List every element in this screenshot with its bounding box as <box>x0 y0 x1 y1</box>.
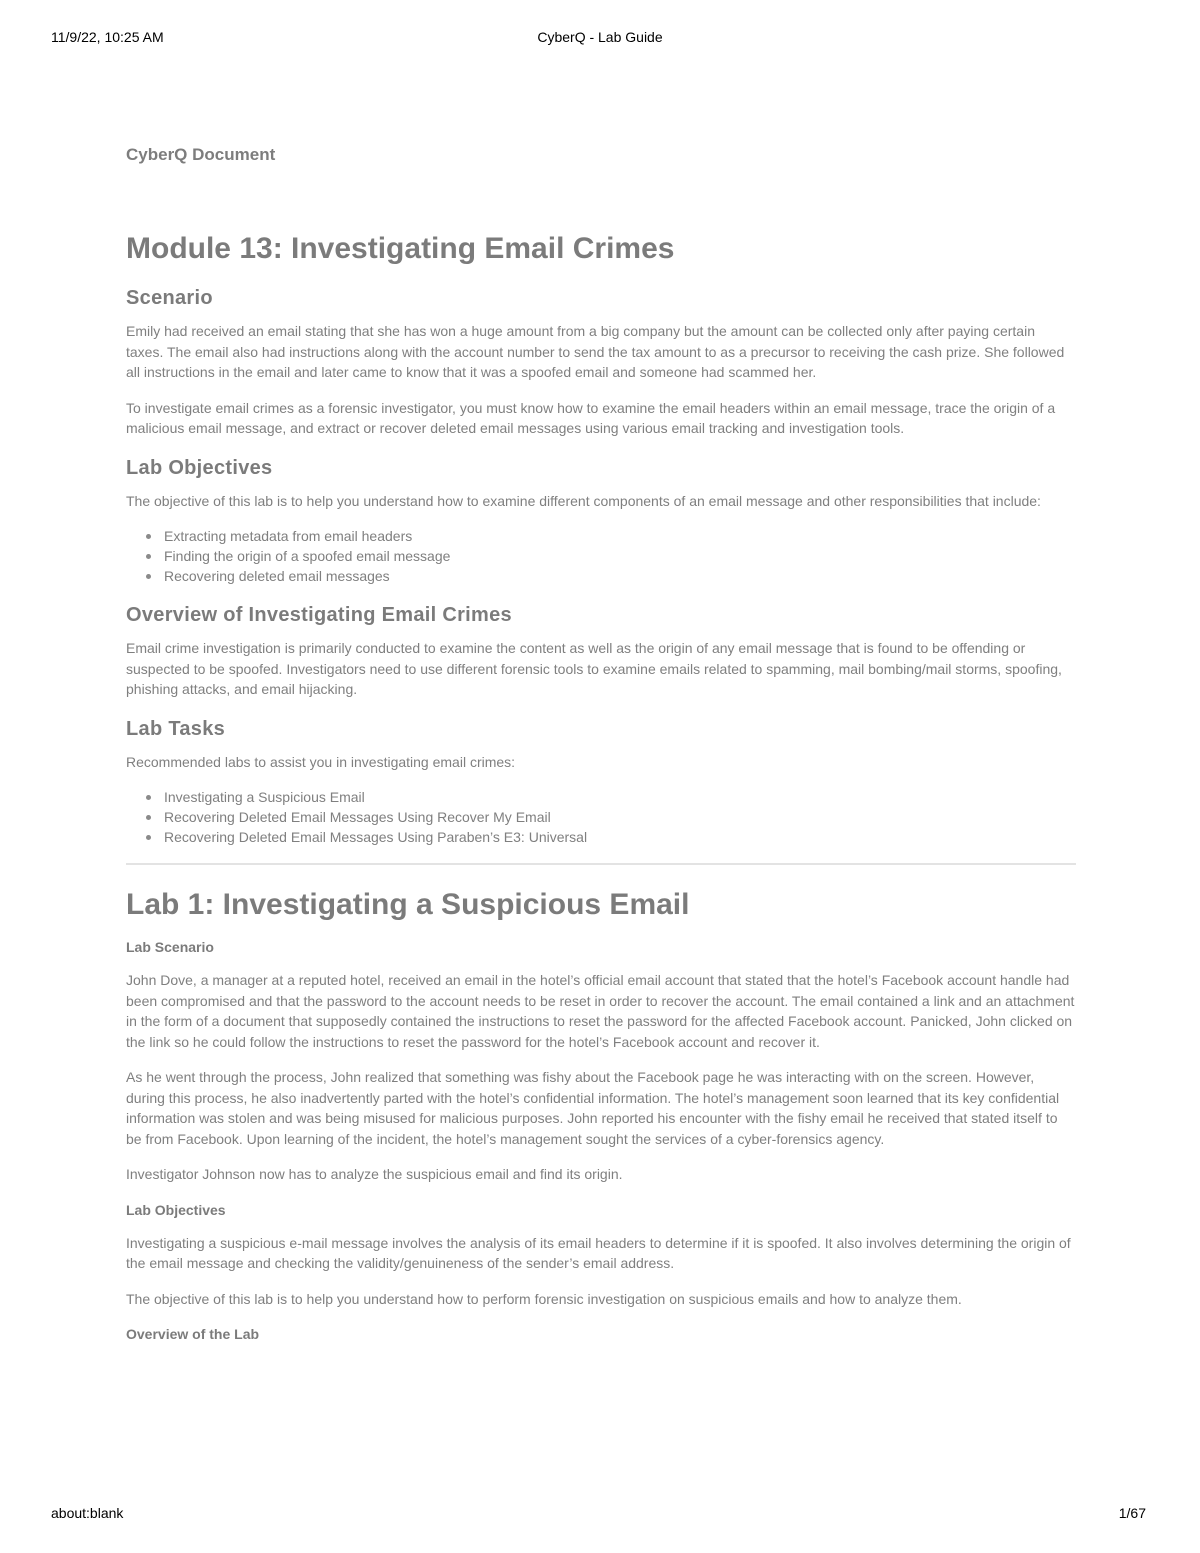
document-body <box>126 140 1076 1357</box>
lab1-scenario-heading: Lab Scenario <box>126 939 214 955</box>
lab-tasks-section <box>126 716 1076 848</box>
print-page-number: 1/67 <box>1118 1505 1146 1521</box>
lab1-scenario-paragraph: As he went through the process, John realized that something was fishy about the Facebook page he was interacting with on the screen. However, during this process, he also inadvertently parted with the hotel’s confidential information. The hotel’s management soon learned that its key confidential information was stolen and was being misused for malicious purposes. John reported his encounter with the fishy email he received that stated itself to be from Facebook. Upon learning of the incident, the hotel’s management sought the services of a cyber-forensics agency. <box>126 1069 1060 1147</box>
list-item: Recovering deleted email messages <box>164 566 1076 586</box>
list-item: Extracting metadata from email headers <box>164 526 1076 546</box>
print-header <box>0 29 1200 47</box>
lab-objectives-heading: Lab Objectives <box>126 456 273 479</box>
lab1-objectives-heading: Lab Objectives <box>126 1201 226 1218</box>
lab1-title: Lab 1: Investigating a Suspicious Email <box>126 888 690 921</box>
list-item: Finding the origin of a spoofed email message <box>164 546 1076 566</box>
lab-tasks-intro: Recommended labs to assist you in investigating email crimes: <box>126 753 516 770</box>
lab-tasks-heading: Lab Tasks <box>126 717 226 740</box>
lab1-objectives-paragraph: The objective of this lab is to help you understand how to perform forensic investigation on suspicious emails and how to analyze them. <box>126 1290 962 1307</box>
scenario-section <box>126 285 1076 439</box>
lab1-section <box>126 885 1076 1344</box>
overview-section <box>126 602 1076 700</box>
overview-paragraph: Email crime investigation is primarily conducted to examine the content as well as the origin of any email message that is found to be offending or suspected to be spoofed. Investigators need to use different forensic tools to examine emails related to spamming, mail bombing/mail storms, spoofing, phishing attacks, and email hijacking. <box>126 640 1062 697</box>
print-url: about:blank <box>51 1505 124 1521</box>
scenario-heading: Scenario <box>126 287 213 309</box>
section-divider <box>126 863 1076 865</box>
scenario-paragraph: To investigate email crimes as a forensic investigator, you must know how to examine the email headers within an email message, trace the origin of a malicious email message, and extract or recover deleted email messages using various email tracking and investigation tools. <box>126 399 1056 436</box>
lab-objectives-intro: The objective of this lab is to help you understand how to examine different components of an email message and other responsibilities that include: <box>126 492 1041 509</box>
print-datetime: 11/9/22, 10:25 AM <box>51 29 164 45</box>
list-item: Recovering Deleted Email Messages Using Paraben’s E3: Universal <box>164 827 1076 847</box>
list-item: Recovering Deleted Email Messages Using Recover My Email <box>164 807 1076 827</box>
list-item: Investigating a Suspicious Email <box>164 787 1076 807</box>
document-brand: CyberQ Document <box>126 145 276 164</box>
lab1-scenario-paragraph: John Dove, a manager at a reputed hotel, received an email in the hotel’s official email account that stated that the hotel’s Facebook account handle had been compromised and that the password to the account needs to be reset in order to recover the account. The email contained a link and an attachment in the form of a document that supposedly contained the instructions to reset the password for the affected Facebook account. Panicked, John clicked on the link so he could follow the instructions to reset the password for the hotel’s Facebook account and recover it. <box>126 972 1075 1050</box>
lab-objectives-list <box>126 526 1076 586</box>
lab-tasks-list <box>126 787 1076 847</box>
print-footer <box>0 1505 1200 1523</box>
module-title: Module 13: Investigating Email Crimes <box>126 232 675 265</box>
print-title: CyberQ - Lab Guide <box>537 29 663 45</box>
lab1-scenario-paragraph: Investigator Johnson now has to analyze the suspicious email and find its origin. <box>126 1166 623 1182</box>
lab1-overview-heading: Overview of the Lab <box>126 1326 260 1342</box>
scenario-paragraph: Emily had received an email stating that she has won a huge amount from a big company but the amount can be collected only after paying certain taxes. The email also had instructions along with the account number to send the tax amount to as a precursor to receiving the cash prize. She followed all instructions in the email and later came to know that it was a spoofed email and someone had scammed her. <box>126 323 1065 380</box>
overview-heading: Overview of Investigating Email Crimes <box>126 604 512 626</box>
lab1-objectives-paragraph: Investigating a suspicious e-mail message involves the analysis of its email headers to determine if it is spoofed. It also involves determining the origin of the email message and checking the validity/genuineness of the sender’s email address. <box>126 1234 1071 1271</box>
lab-objectives-section <box>126 455 1076 587</box>
